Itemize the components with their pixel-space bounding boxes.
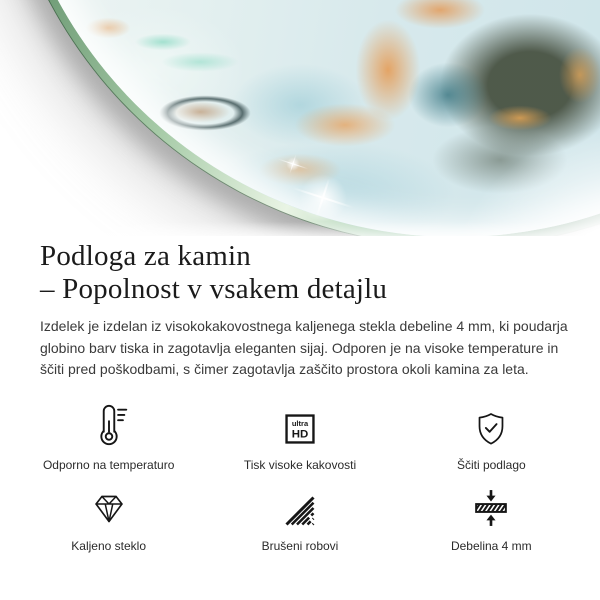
features-grid — [13, 402, 587, 554]
feature-label: Kaljeno steklo — [71, 538, 147, 553]
diamond-icon — [89, 483, 129, 529]
thickness-icon — [470, 483, 512, 529]
product-title — [40, 240, 600, 306]
feature-label: Tisk visoke kakovosti — [243, 457, 357, 472]
shield-check-icon — [472, 402, 510, 448]
product-title-line-1: Podloga za kamin — [40, 240, 251, 272]
ultra-hd-icon — [281, 402, 319, 448]
feature-label: Odporno na temperaturo — [42, 457, 175, 472]
feature-tempered-glass — [13, 483, 204, 554]
thermometer-icon — [86, 402, 132, 448]
feature-label: Debelina 4 mm — [450, 538, 532, 553]
polished-edges-icon — [282, 483, 318, 529]
feature-print-quality — [204, 402, 395, 473]
feature-polished-edges — [204, 483, 395, 554]
feature-protects-surface — [396, 402, 587, 473]
product-image[interactable] — [0, 0, 600, 236]
feature-thickness — [396, 483, 587, 554]
feature-label: Ščiti podlago — [456, 457, 526, 472]
feature-label: Brušeni robovi — [261, 538, 339, 553]
feature-temperature-resistant — [13, 402, 204, 473]
svg-text:HD: HD — [291, 428, 309, 441]
marble-print — [3, 0, 600, 236]
product-description: Izdelek je izdelan iz visokokakovostnega kaljenega stekla debeline 4 mm, ki poudarja globino barv tiska in zagotavlja eleganten sijaj. Odporen je na visoke temperature in ščiti pred poškodbami, s čimer zagotavlja zaščito prostora okoli kamina za leta. — [40, 318, 568, 377]
glass-surface — [3, 0, 600, 236]
product-title-line-2: – Popolnost v vsakem detajlu — [40, 273, 388, 305]
svg-text:ultra: ultra — [291, 418, 309, 428]
